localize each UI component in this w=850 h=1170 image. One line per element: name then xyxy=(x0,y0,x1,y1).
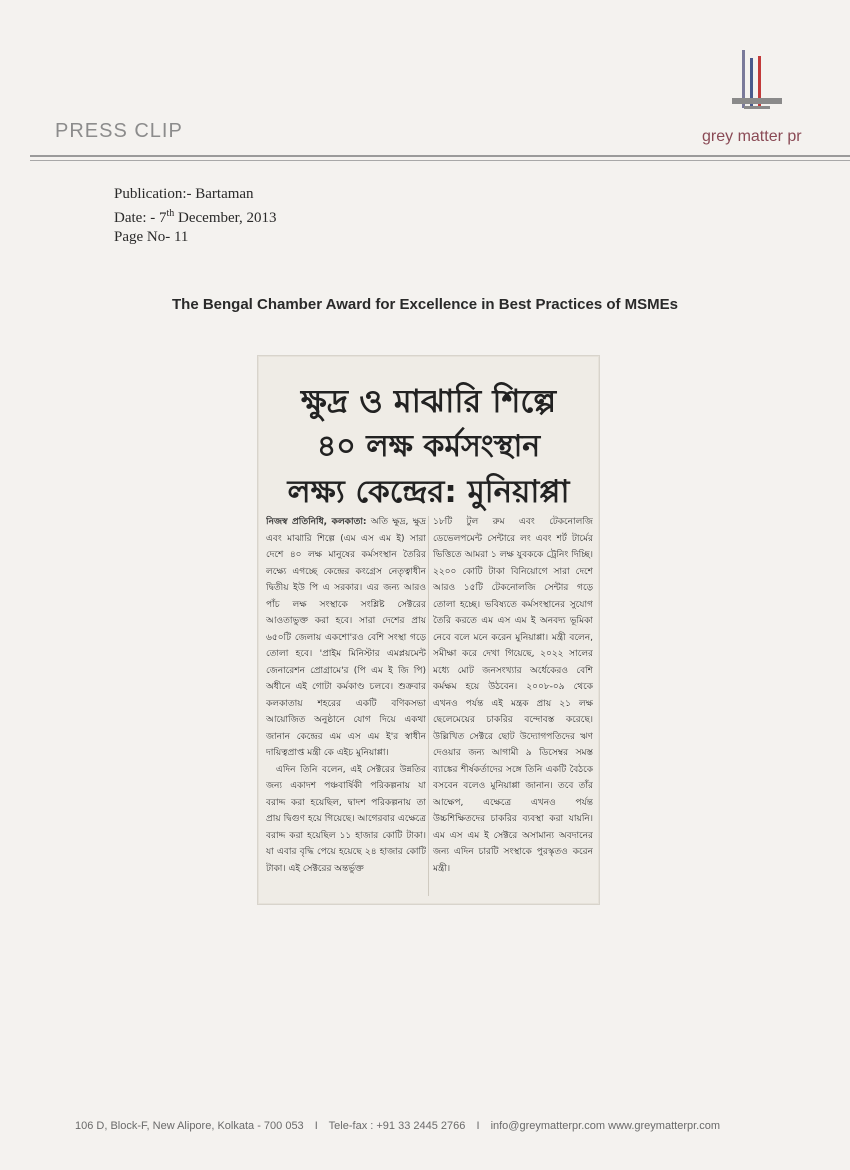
footer-separator: I xyxy=(476,1120,480,1132)
article-column-left xyxy=(266,514,426,894)
page-number-line: Page No- 11 xyxy=(114,229,189,245)
article-paragraph: ১৮টি টুল রুম এবং টেকনোলজি ডেভেলপমেন্ট সেন্টারে লং এবং শর্ট টার্মের ভিত্তিতে আমরা ১ লক্ষ যুবককে ট্রেনিং দিচ্ছি। ২২০০ কোটি টাকা বিনিয়োগে সারা দেশে আরও ১৫টি টেকনোলজি সেন্টার গড়ে তোলা হচ্ছে। ভবিষ্যতে কর্মসংস্থানের সুযোগ তৈরি করতে এম এস এম ই অনবদ্য ভূমিকা নেবে বলে মনে করেন মুনিয়াপ্পা। মন্ত্রী বলেন, সমীক্ষা করে দেখা গিয়েছে, ২০২২ সালের মধ্যে মোট জনসংখ্যার অর্ধেকেরও বেশি কর্মক্ষম হয়ে উঠবেন। ২০০৮-০৯ থেকে এখনও পর্যন্ত এই মন্ত্রক প্রায় ২১ লক্ষ ছেলেমেয়ের চাকরির বন্দোবস্ত করেছে। উল্লিখিত সেক্টরে ছোট উদ্যোগপতিদের ঋণ দেওয়ার জন্য আগামী ৯ ডিসেম্বর সমস্ত ব্যাঙ্কের শীর্ষকর্তাদের সঙ্গে তিনি একটি বৈঠকে বসবেন বলেও মুনিয়াপ্পা জানান। তবে তাঁর আক্ষেপ, এক্ষেত্রে এখনও পর্যন্ত উচ্চশিক্ষিতদের চাকরির ব্যবস্থা করা যায়নি। এম এস এম ই সেক্টরে অসামান্য অবদানের জন্য এদিন চারটি সংস্থাকে পুরস্কৃতও করেন মন্ত্রী। xyxy=(433,517,593,874)
header-divider-thin xyxy=(30,160,850,161)
footer-address: 106 D, Block-F, New Alipore, Kolkata - 700 053 xyxy=(75,1120,304,1132)
date-prefix: Date: - 7 xyxy=(114,210,167,226)
header-divider xyxy=(30,155,850,157)
footer-email: info@greymatterpr.com xyxy=(490,1120,606,1132)
date-ordinal: th xyxy=(166,208,175,219)
column-divider xyxy=(428,516,429,896)
press-clip-label: PRESS CLIP xyxy=(55,120,183,142)
footer-website: www.greymatterpr.com xyxy=(608,1120,720,1132)
article-dateline: নিজস্ব প্রতিনিধি, কলকাতা: xyxy=(266,517,367,527)
clip-title-line-3: লক্ষ্য কেন্দ্রের: মুনিয়াপ্পা xyxy=(287,474,570,510)
footer-phone: Tele-fax : +91 33 2445 2766 xyxy=(328,1120,466,1132)
footer-contact xyxy=(75,1120,720,1132)
clip-title-line-1: ক্ষুদ্র ও মাঝারি শিল্পে xyxy=(300,382,557,420)
brand-name: grey matter pr xyxy=(702,128,802,145)
date-line xyxy=(114,204,277,228)
grey-matter-logo-icon xyxy=(728,48,788,123)
article-paragraph: এদিন তিনি বলেন, এই সেক্টরের উন্নতির জন্য একাদশ পঞ্চবার্ষিকী পরিকল্পনায় যা বরাদ্দ করা হয়েছিল, দ্বাদশ পরিকল্পনায় তা প্রায় দ্বিগুণ হয়ে গিয়েছে। আগেরবার এক্ষেত্রে বরাদ্দ করা হয়েছিল ১১ হাজার কোটি টাকা। যা এবার বৃদ্ধি পেয়ে হয়েছে ২৪ হাজার কোটি টাকা। এই সেক্টরের অন্তর্ভুক্ত xyxy=(266,764,426,874)
date-suffix: December, 2013 xyxy=(174,210,277,226)
article-column-right xyxy=(433,514,593,894)
article-paragraph xyxy=(266,514,426,762)
footer-separator: I xyxy=(314,1120,318,1132)
newspaper-clipping xyxy=(257,355,600,905)
page-headline: The Bengal Chamber Award for Excellence in Best Practices of MSMEs xyxy=(172,296,678,313)
article-text: অতি ক্ষুদ্র, ক্ষুদ্র এবং মাঝারি শিল্পে (এম এস এম ই) সারা দেশে ৪০ লক্ষ মানুষের কর্মসংস্থান তৈরির লক্ষ্যে এগচ্ছে কেন্দ্রের কংগ্রেস নেতৃত্বাধীন দ্বিতীয় ইউ পি এ সরকার। এর জন্য আরও পাঁচ লক্ষ সংস্থাকে সংশ্লিষ্ট সেক্টরের আওতাভুক্ত করা হবে। সারা দেশের প্রায় ৬৫০টি জেলায় একশো'রও বেশি সংস্থা গড়ে তোলা হবে। 'প্রাইম মিনিস্টার এমপ্লয়মেন্ট জেনারেশন প্রোগ্রামে'র (পি এম ই জি পি) অধীনে এই গোটা কর্মকাণ্ড চলবে। শুক্রবার কলকাতায় শহরের একটি বণিকসভা আয়োজিত অনুষ্ঠানে যোগ দিয়ে একথা জানান কেন্দ্রের এম এস এম ই'র স্বাধীন দায়িত্বপ্রাপ্ত মন্ত্রী কে এইচ মুনিয়াপ্পা। xyxy=(266,517,426,758)
clip-meta xyxy=(114,185,277,247)
publication-line: Publication:- Bartaman xyxy=(114,186,254,202)
clip-title-line-2: ৪০ লক্ষ কর্মসংস্থান xyxy=(316,429,541,464)
